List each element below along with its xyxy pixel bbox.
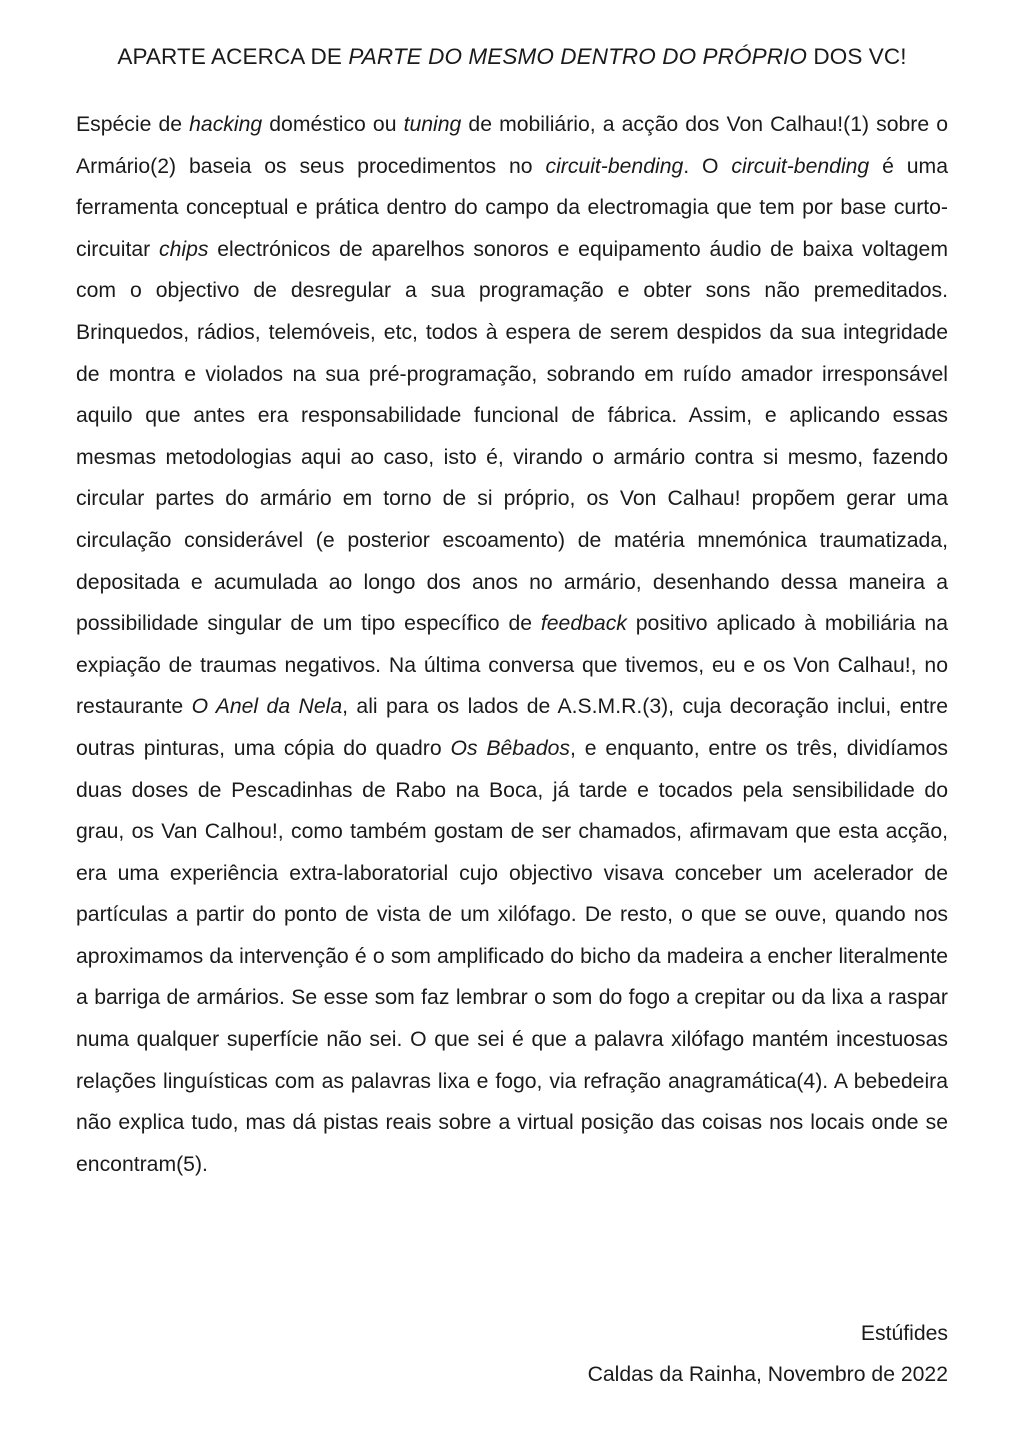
body-text-segment: , e enquanto, entre os três, dividíamos duas doses de Pescadinhas de Rabo na Boca, já tarde e tocados pela sensibilidade do grau, os Van Calhou!, como também gostam de ser chamados, afirmavam que esta acção, era uma experiência extra-laboratorial cujo objectivo visava conceber um acelerador de partículas a partir do ponto de vista de um xilófago. De resto, o que se ouve, quando nos aproximamos da intervenção é o som amplificado do bicho da madeira a encher literalmente a barriga de armários. Se esse som faz lembrar o som do fogo a crepitar ou da lixa a raspar numa qualquer superfície não sei. O que sei é que a palavra xilófago mantém incestuosas relações linguísticas com as palavras lixa e fogo, via refração anagramática(4). A bebedeira não explica tudo, mas dá pistas reais sobre a virtual posição das coisas nos locais onde se encontram(5). [76, 736, 948, 1176]
body-paragraph [76, 104, 948, 1185]
body-text-segment: . O [683, 154, 732, 178]
page-title [0, 43, 1024, 71]
body-text-segment: , ali para os lados de A.S.M.R.(3), cuja decoração inclui, entre outras pinturas, uma cópia do quadro [76, 695, 948, 760]
body-text-segment: positivo aplicado à mobiliária na expiação de traumas negativos. Na última conversa que tivemos, eu e os Von Calhau!, no restaurante [76, 612, 949, 719]
emphasis-tuning: tuning [403, 113, 462, 136]
page-title-lead: APARTE ACERCA DE [117, 44, 349, 70]
emphasis-os-bebados: Os Bêbados [450, 736, 571, 760]
emphasis-chips: chips [158, 237, 209, 261]
body-text-segment: Espécie de [76, 113, 190, 136]
body-text-segment: electrónicos de aparelhos sonoros e equipamento áudio de baixa voltagem com o objectivo de desregular a sua programação e obter sons não premeditados. Brinquedos, rádios, telemóveis, etc, todos à espera de serem despidos da sua integridade de montra e violados na sua pré-programação, sobrando em ruído amador irresponsável aquilo que antes era responsabilidade funcional de fábrica. Assim, e aplicando essas mesmas metodologias aqui ao caso, isto é, virando o armário contra si mesmo, fazendo circular partes do armário em torno de si próprio, os Von Calhau! propõem gerar uma circulação considerável (e posterior escoamento) de matéria mnemónica traumatizada, depositada e acumulada ao longo dos anos no armário, desenhando dessa maneira a possibilidade singular de um tipo específico de [76, 237, 948, 636]
signature-author: Estúfides [860, 1321, 948, 1345]
signature-block [588, 1313, 948, 1396]
body-text-segment: de mobiliário, a acção dos Von Calhau!(1) sobre o Armário(2) baseia os seus procedimentos no [76, 113, 949, 178]
body-text-segment: é uma ferramenta conceptual e prática dentro do campo da electromagia que tem por base curto-circuitar [76, 154, 948, 261]
page-title-emphasis: PARTE DO MESMO DENTRO DO PRÓPRIO [348, 44, 808, 70]
document-body [76, 104, 948, 1185]
emphasis-circuit-bending-2: circuit-bending [731, 154, 870, 178]
body-text-segment: doméstico ou [262, 113, 404, 136]
emphasis-o-anel-da-nela: O Anel da Nela [191, 695, 343, 719]
page-title-trail: DOS VC! [807, 44, 907, 70]
emphasis-hacking: hacking [189, 113, 263, 136]
emphasis-circuit-bending-1: circuit-bending [545, 154, 684, 178]
signature-place-date: Caldas da Rainha, Novembro de 2022 [587, 1363, 948, 1387]
emphasis-feedback: feedback [540, 612, 627, 636]
